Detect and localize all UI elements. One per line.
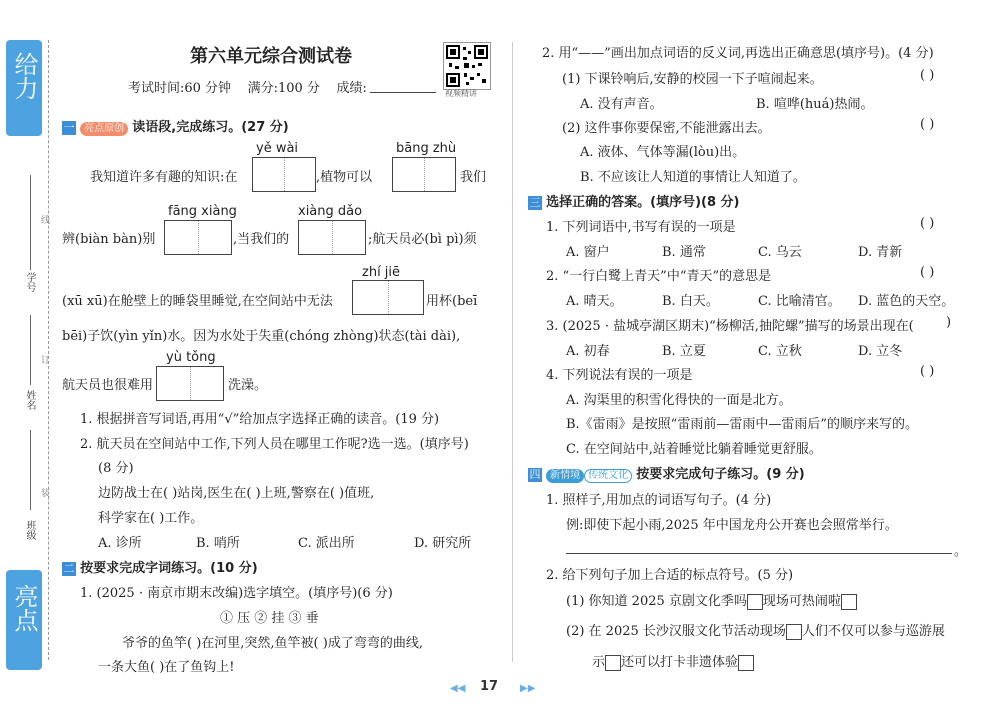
section-2-heading [62,557,258,576]
question: 2. 给下列句子加上合适的标点符号。(5 分) [546,568,794,583]
section-1-heading [62,116,289,136]
side-label-id: 学号 [24,272,35,292]
pinyin: yù tǒng [166,350,216,365]
answer-grid[interactable] [252,157,316,192]
full-score: 满分:100 分 [247,81,320,96]
answer-grid[interactable] [164,220,232,255]
option: C. 比喻清官。 [758,294,841,309]
punctuation-box[interactable] [841,594,857,610]
column-divider [512,42,513,662]
page-number: 17 [480,679,499,694]
option: C. 立秋 [758,344,802,359]
punctuation-box[interactable] [786,624,802,640]
section-title: 按要求完成字词练习。(10 分) [80,561,258,576]
answer-grid[interactable] [352,280,424,315]
question: 3. (2025 · 盐城亭湖区期末)“杨柳活,抽陀螺”描写的场景出现在( [546,319,914,334]
option: C. 派出所 [298,536,355,551]
sub-question: (2) 这件事你要保密,不能泄露出去。 [562,121,771,136]
question: 1. 照样子,用加点的词语写句子。(4 分) [546,493,772,508]
option: D. 立冬 [858,344,903,359]
page-title: 第六单元综合测试卷 [190,46,352,67]
option: B. 立夏 [662,344,706,359]
qr-caption: 视频精讲 [445,89,477,98]
right-decor-icon: ▶▶ [520,683,536,694]
option: A. 诊所 [98,536,142,551]
period-mark: 。 [954,544,968,559]
pinyin: bāng zhù [396,141,457,156]
fill-text: 边防战士在( )站岗,医生在( )上班,警察在( )值班, [98,486,375,501]
section-number: 四 [529,468,541,481]
fill-text: 爷爷的鱼竿( )在河里,突然,鱼竿被( )成了弯弯的曲线, [122,636,423,651]
pinyin: zhí jiē [362,265,401,280]
punctuation-box[interactable] [605,655,621,671]
section-4-heading [528,463,805,483]
side-line [30,175,31,270]
answer-paren-close[interactable]: ) [946,315,952,330]
option: A. 窗户 [566,245,610,260]
side-top-label: 给力 [6,40,42,136]
sentence-text: 还可以打卡非遗体验 [621,655,739,670]
fill-text: 一条大鱼( )在了鱼钩上! [98,660,235,675]
section-title: 按要求完成句子练习。(9 分) [636,467,805,482]
passage-text: 辨(biàn bàn)别 [62,232,156,247]
sentence-text: (2) 在 2025 长沙汉服文化节活动现场 [566,624,786,639]
question: 1. 根据拼音写词语,再用“√”给加点字选择正确的读音。(19 分) [80,412,440,427]
option: B. 白天。 [662,294,719,309]
exam-meta [128,77,367,96]
option: D. 研究所 [414,536,472,551]
option: B. 不应该让人知道的事情让人知道了。 [580,170,806,185]
passage-text: ;航天员必(bì pì)须 [368,232,477,247]
answer-grid[interactable] [392,157,456,192]
answer-paren[interactable]: ( ) [920,364,935,379]
passage-text: bēi)子饮(yìn yǐn)水。因为水处于失重(chóng zhòng)状态(tài dài), [62,329,461,344]
sentence-line [566,620,945,640]
answer-paren[interactable]: ( ) [920,265,935,280]
section-3-heading [528,191,739,210]
side-label-class: 班级 [24,520,35,540]
cut-line [48,40,49,660]
side-line [30,430,31,510]
sentence-line [566,590,857,610]
option: B.《雷雨》是按照“雷雨前—雷雨中—雷雨后”的顺序来写的。 [566,417,918,432]
answer-grid[interactable] [156,366,224,401]
binding-mark: 线 [39,215,49,224]
passage-text: 用杯(beī [426,294,478,309]
fill-text: 科学家在( )工作。 [98,511,204,526]
side-label-name: 姓名 [24,390,35,410]
option: D. 蓝色的天空。 [858,294,955,309]
section-title: 读语段,完成练习。(27 分) [132,120,289,135]
section-number: 一 [63,121,75,134]
answer-paren[interactable]: ( ) [920,117,935,132]
sentence-text: (1) 你知道 2025 京剧文化季吗 [566,594,747,609]
binding-mark: 订 [39,355,49,364]
option: C. 乌云 [758,245,802,260]
option: D. 青新 [858,245,903,260]
char-options: ① 压 ② 挂 ③ 垂 [220,611,319,626]
side-bottom-label: 亮点 [6,570,42,670]
binding-mark: 装 [39,488,49,497]
question: 1. 下列词语中,书写有误的一项是 [546,220,736,235]
question: 4. 下列说法有误的一项是 [546,368,693,383]
score-label: 成绩: [336,81,367,96]
option: A. 没有声音。 [580,97,663,112]
answer-paren[interactable]: ( ) [920,68,935,83]
pinyin: xiàng dǎo [298,204,363,219]
example-sentence: 例:即使下起小雨,2025 年中国龙舟公开赛也会照常举行。 [566,518,898,533]
answer-paren[interactable]: ( ) [920,216,935,231]
side-band [0,0,50,708]
sub-question: (1) 下课铃响后,安静的校园一下子喧闹起来。 [562,72,823,87]
option: A. 晴天。 [566,294,623,309]
punctuation-box[interactable] [738,655,754,671]
passage-text: 洗澡。 [228,378,268,393]
punctuation-box[interactable] [747,594,763,610]
option: B. 喧哗(huá)热闹。 [756,97,874,112]
side-line [30,315,31,385]
answer-grid[interactable] [298,220,366,255]
section-number: 二 [63,562,75,575]
passage-text: (xū xū)在舱壁上的睡袋里睡觉,在空间站中无法 [62,294,333,309]
passage-text: ,植物可以 [316,170,373,185]
score-blank[interactable] [370,92,436,93]
section-title: 选择正确的答案。(填序号)(8 分) [546,195,740,210]
question: 2. 用“——”画出加点词语的反义词,再选出正确意思(填序号)。(4 分) [542,46,934,61]
passage-text: 我们 [460,170,487,185]
section-tag: 传统文化 [584,469,632,483]
option: C. 在空间站中,站着睡觉比躺着睡觉更舒服。 [566,442,822,457]
section-tag: 新情境 [546,469,584,483]
answer-line[interactable] [566,553,952,554]
question-score: (8 分) [98,461,134,476]
section-tag: 亮点原创 [80,122,128,136]
passage-text: 航天员也很难用 [62,378,154,393]
qr-code-icon[interactable] [443,42,491,90]
exam-time: 考试时间:60 分钟 [128,81,232,96]
pinyin: yě wài [256,141,299,156]
sentence-text: 人们不仅可以参与巡游展 [801,624,945,639]
option: A. 沟渠里的积雪化得快的一面是北方。 [566,393,792,408]
option: B. 哨所 [196,536,240,551]
passage-text: ,当我们的 [233,232,290,247]
sentence-line [592,651,754,671]
passage-text: 我知道许多有趣的知识:在 [90,170,238,185]
pinyin: fāng xiàng [168,204,237,219]
question: 2. “一行白鹭上青天”中“青天”的意思是 [546,269,772,284]
question: 2. 航天员在空间站中工作,下列人员在哪里工作呢?选一选。(填序号) [80,437,469,452]
option: A. 初春 [566,344,610,359]
sentence-text: 现场可热闹啦 [762,594,841,609]
left-decor-icon: ◀◀ [450,683,466,694]
option: A. 液体、气体等漏(lòu)出。 [580,145,746,160]
question: 1. (2025 · 南京市期末改编)选字填空。(填序号)(6 分) [80,586,393,601]
sentence-text: 示 [592,655,606,670]
option: B. 通常 [662,245,706,260]
section-number: 三 [529,196,541,209]
